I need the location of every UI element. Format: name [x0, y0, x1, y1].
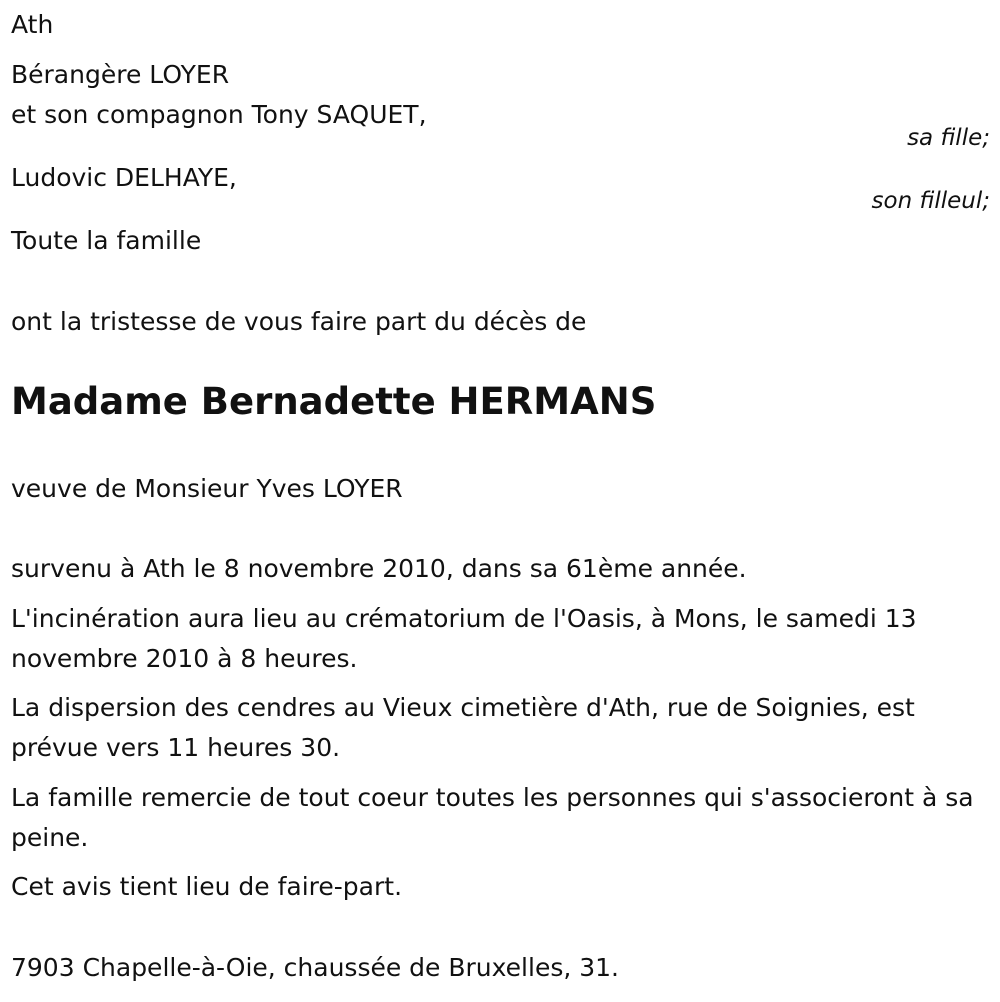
relation-daughter: sa fille;	[907, 125, 990, 151]
thanks-text: La famille remercie de tout coeur toutes les personnes qui s'associeront à sa peine.	[11, 783, 974, 852]
dispersion-details: La dispersion des cendres au Vieux cimetière d'Ath, rue de Soignies, est prévue vers 11 heures 30.	[11, 693, 915, 762]
cremation-details: L'incinération aura lieu au crématorium de l'Oasis, à Mons, le samedi 13 novembre 2010 à 8 heures.	[11, 604, 917, 673]
family-member-godson: Ludovic DELHAYE,	[11, 163, 237, 192]
deceased-name: Madame Bernadette HERMANS	[11, 380, 657, 423]
city-label: Ath	[11, 10, 54, 39]
address-line: 7903 Chapelle-à-Oie, chaussée de Bruxelles, 31.	[11, 953, 620, 982]
family-all: Toute la famille	[11, 226, 202, 255]
family-member-companion: et son compagnon Tony SAQUET,	[11, 100, 427, 129]
family-member-daughter: Bérangère LOYER	[11, 60, 230, 89]
announcement-text: ont la tristesse de vous faire part du décès de	[11, 307, 587, 336]
relation-godson: son filleul;	[871, 188, 990, 214]
notice-text: Cet avis tient lieu de faire-part.	[11, 872, 403, 901]
death-details: survenu à Ath le 8 novembre 2010, dans sa 61ème année.	[11, 554, 747, 583]
spouse-line: veuve de Monsieur Yves LOYER	[11, 474, 403, 503]
